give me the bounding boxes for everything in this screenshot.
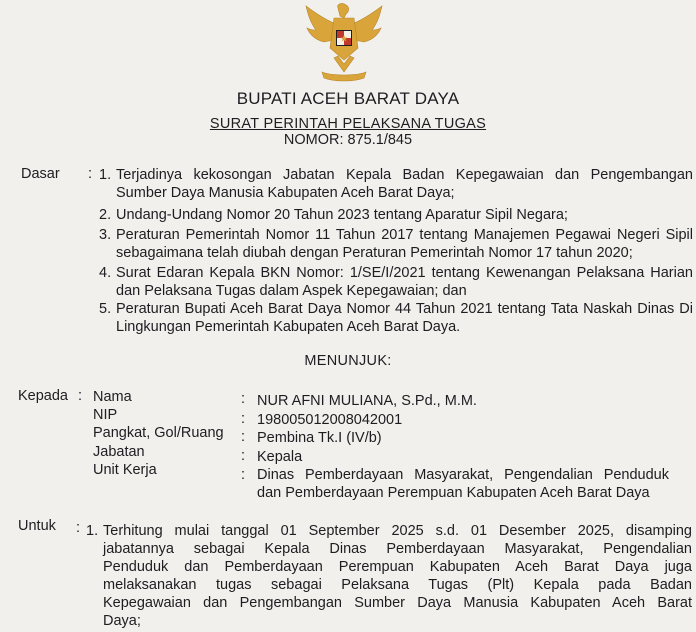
dasar-item-1 [99, 166, 693, 202]
field-colon: : [241, 411, 246, 427]
field-label-nip: NIP [93, 407, 118, 423]
dasar-label: Dasar [21, 166, 60, 182]
field-value-nama: NUR AFNI MULIANA, S.Pd., M.M. [257, 393, 477, 409]
untuk-label: Untuk [18, 518, 56, 534]
field-value-nip: 198005012008042001 [257, 412, 403, 428]
field-label-jabatan: Jabatan [93, 444, 145, 460]
field-colon: : [241, 448, 246, 464]
field-label-pangkat: Pangkat, Gol/Ruang [93, 425, 224, 441]
garuda-emblem-icon [300, 2, 388, 84]
dasar-item-number: 1. [99, 167, 112, 183]
dasar-item-text: Peraturan Bupati Aceh Barat Daya Nomor 44 Tahun 2021 tentang Tata Naskah Dinas Di Lingkungan Pemerintah Kabupaten Aceh Barat Daya. [116, 301, 693, 335]
untuk-item-text: Terhitung mulai tanggal 01 September 2025 s.d. 01 Desember 2025, disamping jabatannya sebagai Kepala Dinas Pemberdayaan Masyarakat, Pengendalian Penduduk dan Pemberdayaan Perempuan Kabupaten Aceh Barat Daya juga melaksanakan tugas sebagai Pelaksana Tugas (Plt) Kepala pada Badan Kepegawaian dan Pengembangan Sumber Daya Manusia Kabupaten Aceh Barat Daya; [103, 523, 692, 629]
dasar-item-text: Surat Edaran Kepala BKN Nomor: 1/SE/I/2021 tentang Kewenangan Pelaksana Harian dan Pelaksana Tugas dalam Aspek Kepegawaian; dan [116, 265, 693, 299]
dasar-item-text: Peraturan Pemerintah Nomor 11 Tahun 2017 tentang Manajemen Pegawai Negeri Sipil sebagaimana telah diubah dengan Peraturan Pemerintah Nomor 17 tahun 2020; [116, 227, 693, 261]
field-value-pangkat: Pembina Tk.I (IV/b) [257, 430, 382, 446]
dasar-item-number: 3. [99, 227, 112, 243]
letter-subtitle: SURAT PERINTAH PELAKSANA TUGAS [209, 116, 487, 132]
untuk-item-number: 1. [86, 523, 99, 539]
kepada-label: Kepada [18, 388, 68, 404]
dasar-item-text: Terjadinya kekosongan Jabatan Kepala Badan Kepegawaian dan Pengembangan Sumber Daya Manusia Kabupaten Aceh Barat Daya; [116, 167, 693, 201]
untuk-item-1 [86, 522, 692, 630]
dasar-item-number: 5. [99, 301, 112, 317]
field-value-jabatan: Kepala [257, 449, 303, 465]
field-colon: : [241, 429, 246, 445]
letter-title: BUPATI ACEH BARAT DAYA [236, 89, 460, 108]
dasar-item-number: 4. [99, 265, 112, 281]
field-colon: : [241, 467, 246, 483]
field-colon: : [241, 391, 246, 407]
untuk-colon: : [76, 520, 81, 536]
field-label-nama: Nama [93, 389, 132, 405]
field-label-unit-kerja: Unit Kerja [93, 462, 157, 478]
dasar-colon: : [88, 166, 93, 182]
dasar-item-number: 2. [99, 207, 112, 223]
dasar-item-5 [99, 300, 693, 336]
dasar-item-2 [99, 206, 693, 224]
kepada-colon: : [78, 388, 83, 404]
dasar-item-text: Undang-Undang Nomor 20 Tahun 2023 tentang Aparatur Sipil Negara; [116, 207, 568, 223]
dasar-item-3 [99, 226, 693, 262]
dasar-item-4 [99, 264, 693, 300]
letter-number: NOMOR: 875.1/845 [283, 132, 413, 148]
menunjuk-heading: MENUNJUK: [304, 353, 392, 369]
field-value-unit-kerja: Dinas Pemberdayaan Masyarakat, Pengendalian Penduduk dan Pemberdayaan Perempuan Kabupaten Aceh Barat Daya [257, 467, 669, 501]
